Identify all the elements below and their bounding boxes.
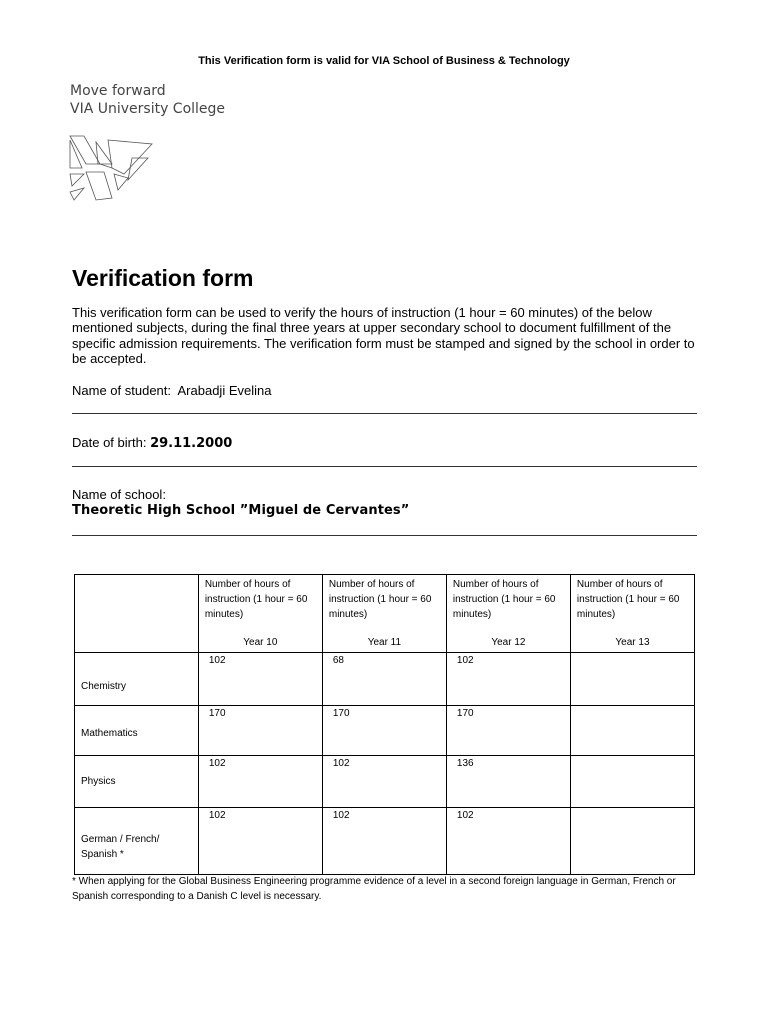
school-value: Theoretic High School ”Miguel de Cervantes” xyxy=(72,503,410,518)
student-field xyxy=(72,383,271,398)
via-logo-icon xyxy=(68,134,154,202)
header-text: Number of hours of instruction (1 hour = 60 minutes) xyxy=(328,579,432,620)
intro-paragraph: This verification form can be used to verify the hours of instruction (1 hour = 60 minutes) of the below mentioned subjects, during the final three years at upper secondary school to document fulfillment of the specific admission requirements. The verification form must be stamped and signed by the school in order to be accepted. xyxy=(72,305,695,366)
year-label: Year 13 xyxy=(615,637,650,648)
divider xyxy=(72,535,697,536)
student-label: Name of student: xyxy=(72,383,171,398)
validity-note: This Verification form is valid for VIA School of Business & Technology xyxy=(198,55,570,67)
dob-value: 29.11.2000 xyxy=(150,436,233,451)
value-cell: 102 xyxy=(198,653,322,706)
divider xyxy=(72,466,697,467)
subject-cell: Mathematics xyxy=(75,706,199,756)
footnote: * When applying for the Global Business Engineering programme evidence of a level in a second foreign language in German, French or Spanish corresponding to a Danish C level is necessary. xyxy=(72,876,676,902)
value-cell: 102 xyxy=(446,808,570,875)
value-cell xyxy=(570,756,694,808)
table-row xyxy=(75,756,695,808)
table-row xyxy=(75,706,695,756)
logo-tagline: Move forward xyxy=(70,83,166,99)
student-value: Arabadji Evelina xyxy=(177,383,272,398)
value-cell: 170 xyxy=(446,706,570,756)
divider xyxy=(72,413,697,414)
value-cell: 68 xyxy=(322,653,446,706)
value-cell xyxy=(570,653,694,706)
header-cell-year11 xyxy=(322,575,446,653)
value-cell: 170 xyxy=(198,706,322,756)
logo-institution-name: VIA University College xyxy=(70,101,226,117)
subject-cell: Chemistry xyxy=(75,653,199,706)
subject-cell: Physics xyxy=(75,756,199,808)
value-cell: 102 xyxy=(198,808,322,875)
dob-label: Date of birth: xyxy=(72,435,147,450)
value-cell: 136 xyxy=(446,756,570,808)
table-header-row xyxy=(75,575,695,653)
header-text: Number of hours of instruction (1 hour = 60 minutes) xyxy=(452,579,556,620)
header-cell-year13 xyxy=(570,575,694,653)
value-cell: 102 xyxy=(446,653,570,706)
year-label: Year 12 xyxy=(491,637,526,648)
header-cell-year10 xyxy=(198,575,322,653)
form-title: Verification form xyxy=(72,265,254,291)
year-label: Year 11 xyxy=(367,637,402,648)
value-cell: 102 xyxy=(198,756,322,808)
value-cell xyxy=(570,706,694,756)
year-label: Year 10 xyxy=(243,637,278,648)
header-empty-cell xyxy=(75,575,199,653)
header-text: Number of hours of instruction (1 hour = 60 minutes) xyxy=(204,579,308,620)
hours-table xyxy=(74,574,695,875)
table-row xyxy=(75,653,695,706)
value-cell: 170 xyxy=(322,706,446,756)
subject-cell: German / French/ Spanish * xyxy=(75,808,199,875)
school-label: Name of school: xyxy=(72,487,166,502)
dob-field xyxy=(72,435,232,451)
value-cell: 102 xyxy=(322,756,446,808)
value-cell: 102 xyxy=(322,808,446,875)
table-row xyxy=(75,808,695,875)
header-text: Number of hours of instruction (1 hour = 60 minutes) xyxy=(576,579,680,620)
header-cell-year12 xyxy=(446,575,570,653)
value-cell xyxy=(570,808,694,875)
